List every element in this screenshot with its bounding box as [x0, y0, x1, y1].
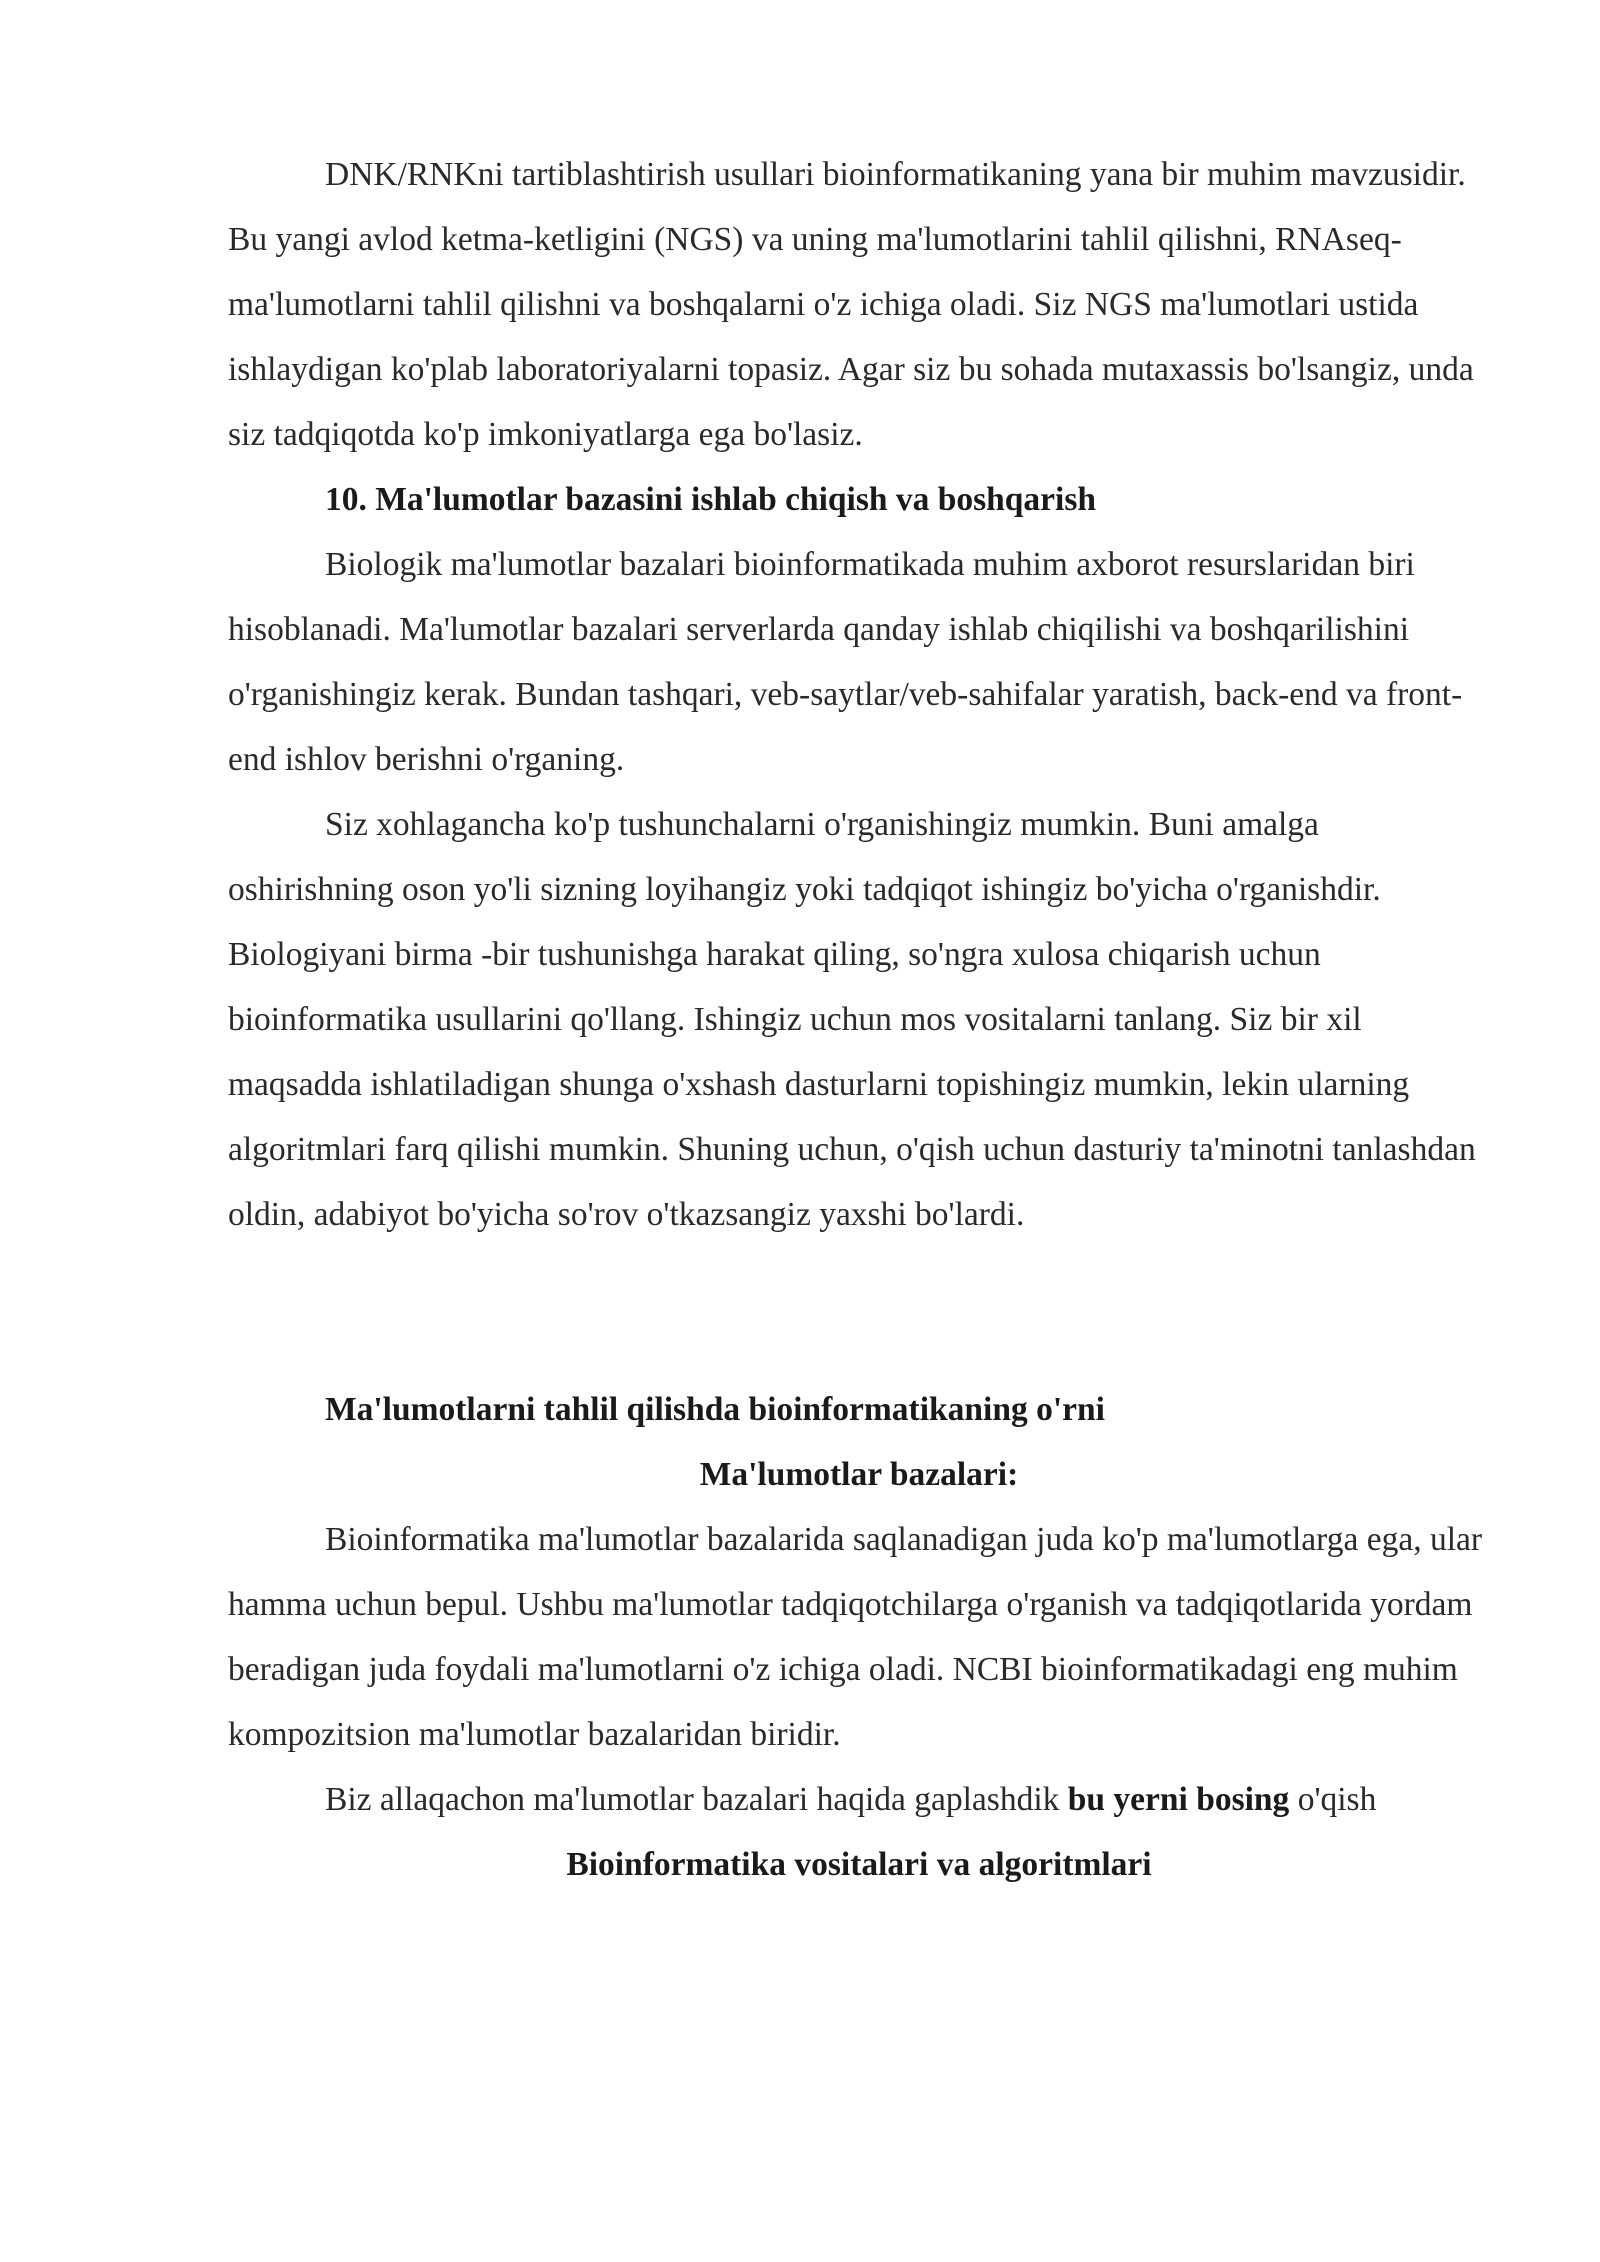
click-here-link[interactable]: bu yerni bosing [1067, 1781, 1290, 1818]
section-heading-database-development: 10. Ma'lumotlar bazasini ishlab chiqish va boshqarish [325, 481, 1097, 518]
section-heading-data-analysis-role: Ma'lumotlarni tahlil qilishda bioinformatikaning o'rni [325, 1391, 1105, 1428]
reference-text-end: o'qish [1289, 1781, 1377, 1818]
paragraph-databases-info: Bioinformatika ma'lumotlar bazalarida saqlanadigan juda ko'p ma'lumotlarga ega, ular hamma uchun bepul. Ushbu ma'lumotlar tadqiqotchilarga o'rganish va tadqiqotlarida yordam beradigan juda foydali ma'lumotlarni o'z ichiga oladi. NCBI bioinformatikadagi eng muhim kompozitsion ma'lumotlar bazalaridan biridir. [228, 1521, 1483, 1753]
paragraph-sequencing: DNK/RNKni tartiblashtirish usullari bioinformatikaning yana bir muhim mavzusidir. Bu yangi avlod ketma-ketligini (NGS) va uning ma'lumotlarini tahlil qilishni, RNAseq-ma'lumotlarni tahlil qilishni va boshqalarni o'z ichiga oladi. Siz NGS ma'lumotlari ustida ishlaydigan ko'plab laboratoriyalarni topasiz. Agar siz bu sohada mutaxassis bo'lsangiz, unda siz tadqiqotda ko'p imkoniyatlarga ega bo'lasiz. [228, 156, 1474, 453]
paragraph-learning-concepts: Siz xohlagancha ko'p tushunchalarni o'rganishingiz mumkin. Buni amalga oshirishning oson yo'li sizning loyihangiz yoki tadqiqot ishingiz bo'yicha o'rganishdir. Biologiyani birma -bir tushunishga harakat qiling, so'ngra xulosa chiqarish uchun bioinformatika usullarini qo'llang. Ishingiz uchun mos vositalarni tanlang. Siz bir xil maqsadda ishlatiladigan shunga o'xshash dasturlarni topishingiz mumkin, lekin ularning algoritmlari farq qilishi mumkin. Shuning uchun, o'qish uchun dasturiy ta'minotni tanlashdan oldin, adabiyot bo'yicha so'rov o'tkazsangiz yaxshi bo'lardi. [228, 806, 1476, 1233]
blank-space [228, 1247, 1490, 1377]
section-heading-databases: Ma'lumotlar bazalari: [699, 1456, 1019, 1493]
document-body [228, 142, 1490, 1897]
paragraph-databases-reference [228, 1767, 1490, 1832]
reference-text-start: Biz allaqachon ma'lumotlar bazalari haqida gaplashdik [325, 1781, 1068, 1818]
section-heading-tools-algorithms: Bioinformatika vositalari va algoritmlari [566, 1846, 1152, 1883]
paragraph-biological-databases: Biologik ma'lumotlar bazalari bioinformatikada muhim axborot resurslaridan biri hisoblanadi. Ma'lumotlar bazalari serverlarda qanday ishlab chiqilishi va boshqarilishini o'rganishingiz kerak. Bundan tashqari, veb-saytlar/veb-sahifalar yaratish, back-end va front-end ishlov berishni o'rganing. [228, 546, 1463, 778]
